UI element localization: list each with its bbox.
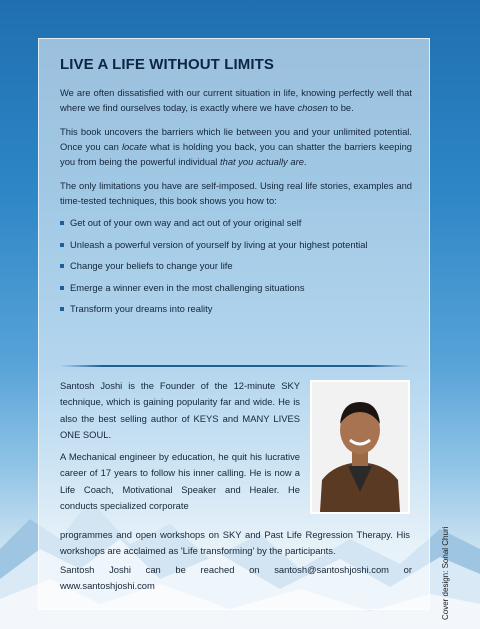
author-contact	[60, 562, 412, 594]
page-title: LIVE A LIFE WITHOUT LIMITS	[60, 56, 274, 73]
list-item: Emerge a winner even in the most challenging situations	[60, 277, 412, 299]
contact-text: Santosh Joshi can be reached on santosh@santoshjoshi.com or www.santoshjoshi.com	[60, 564, 412, 591]
list-item: Unleash a powerful version of yourself by living at your highest potential	[60, 234, 412, 256]
list-item: Change your beliefs to change your life	[60, 255, 412, 277]
intro-paragraph-2: This book uncovers the barriers which lie between you and your unlimited potential. Once you can locate what is holding you back, you can shatter the barriers keeping you from being the powerful individual that you actually are.	[60, 126, 412, 167]
section-divider	[60, 365, 410, 367]
author-portrait-image	[312, 382, 408, 512]
intro-paragraph-1: We are often dissatisfied with our current situation in life, knowing perfectly well that where we find ourselves today, is exactly where we have chosen to be.	[60, 87, 412, 113]
author-photo	[310, 380, 410, 514]
benefit-list	[60, 212, 412, 320]
author-paragraph-2-continued: programmes and open workshops on SKY and Past Life Regression Therapy. His workshops are acclaimed as 'Life transforming' by the participants.	[60, 529, 410, 557]
author-bio	[60, 378, 300, 520]
intro-paragraph-3: The only limitations you have are self-imposed. Using real life stories, examples and time-tested techniques, this book shows you how to:	[60, 180, 412, 206]
author-paragraph-2: A Mechanical engineer by education, he quit his lucrative career of 17 years to follow his inner calling. He is now a Life Coach, Motivational Speaker and Healer. He conducts specialized corporate	[60, 451, 300, 512]
list-item: Get out of your own way and act out of your original self	[60, 212, 412, 234]
cover-design-credit: Cover design: Sonal Churi	[441, 526, 450, 620]
list-item: Transform your dreams into reality	[60, 298, 412, 320]
author-paragraph-1: Santosh Joshi is the Founder of the 12-minute SKY technique, which is gaining popularity far and wide. He is also the best selling author of KEYS and MANY LIVES ONE SOUL.	[60, 380, 300, 440]
intro-section	[60, 56, 412, 320]
author-bio-continued	[60, 527, 410, 560]
